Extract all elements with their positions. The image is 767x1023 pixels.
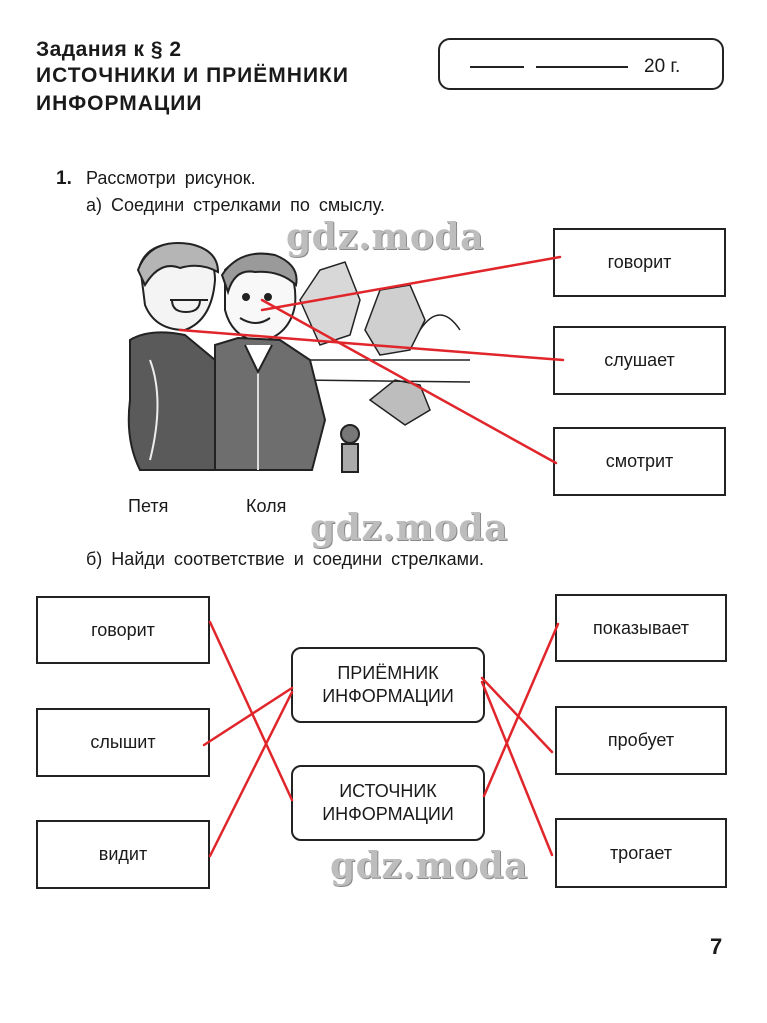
watermark-1: gdz.moda — [286, 216, 484, 258]
line-tastes-to-receiver — [482, 678, 552, 752]
task-instruction: Рассмотри рисунок. — [86, 168, 256, 188]
part-a-instruction: а) Соедини стрелками по смыслу. — [86, 195, 385, 215]
right-box-label: пробует — [607, 730, 675, 750]
verb-label: смотрит — [605, 451, 674, 471]
receiver-line-2: ИНФОРМАЦИИ — [322, 686, 454, 706]
assignment-heading: Задания к § 2 — [36, 38, 182, 61]
left-box-label: слышит — [90, 732, 156, 752]
line-eyes-to-looks — [262, 300, 556, 463]
verb-label: слушает — [604, 350, 675, 370]
line-mouth-to-speaks — [262, 257, 560, 310]
left-box-label: говорит — [91, 619, 155, 640]
name-petya: Петя — [128, 496, 169, 516]
left-box-label: видит — [98, 844, 148, 864]
line-touches-to-receiver — [482, 682, 552, 855]
right-box-label: показывает — [592, 617, 690, 638]
verb-label: говорит — [607, 252, 672, 272]
right-box-label: трогает — [609, 842, 673, 863]
receiver-line-1: ПРИЁМНИК — [337, 663, 439, 683]
watermark-3: gdz.moda — [330, 845, 528, 887]
page-number: 7 — [710, 934, 723, 959]
date-year-text: 20 г. — [644, 56, 681, 77]
source-line-2: ИНФОРМАЦИИ — [322, 804, 454, 824]
page-title-line-1: ИСТОЧНИКИ И ПРИЁМНИКИ — [36, 64, 349, 87]
task-number: 1. — [56, 168, 72, 189]
page-title-line-2: ИНФОРМАЦИИ — [36, 92, 203, 115]
watermark-2: gdz.moda — [310, 507, 508, 549]
name-kolya: Коля — [246, 496, 287, 516]
part-b-instruction: б) Найди соответствие и соедини стрелками. — [86, 549, 485, 569]
line-ear-to-listens — [180, 330, 563, 360]
source-line-1: ИСТОЧНИК — [339, 781, 437, 801]
line-shows-to-source — [484, 624, 558, 796]
